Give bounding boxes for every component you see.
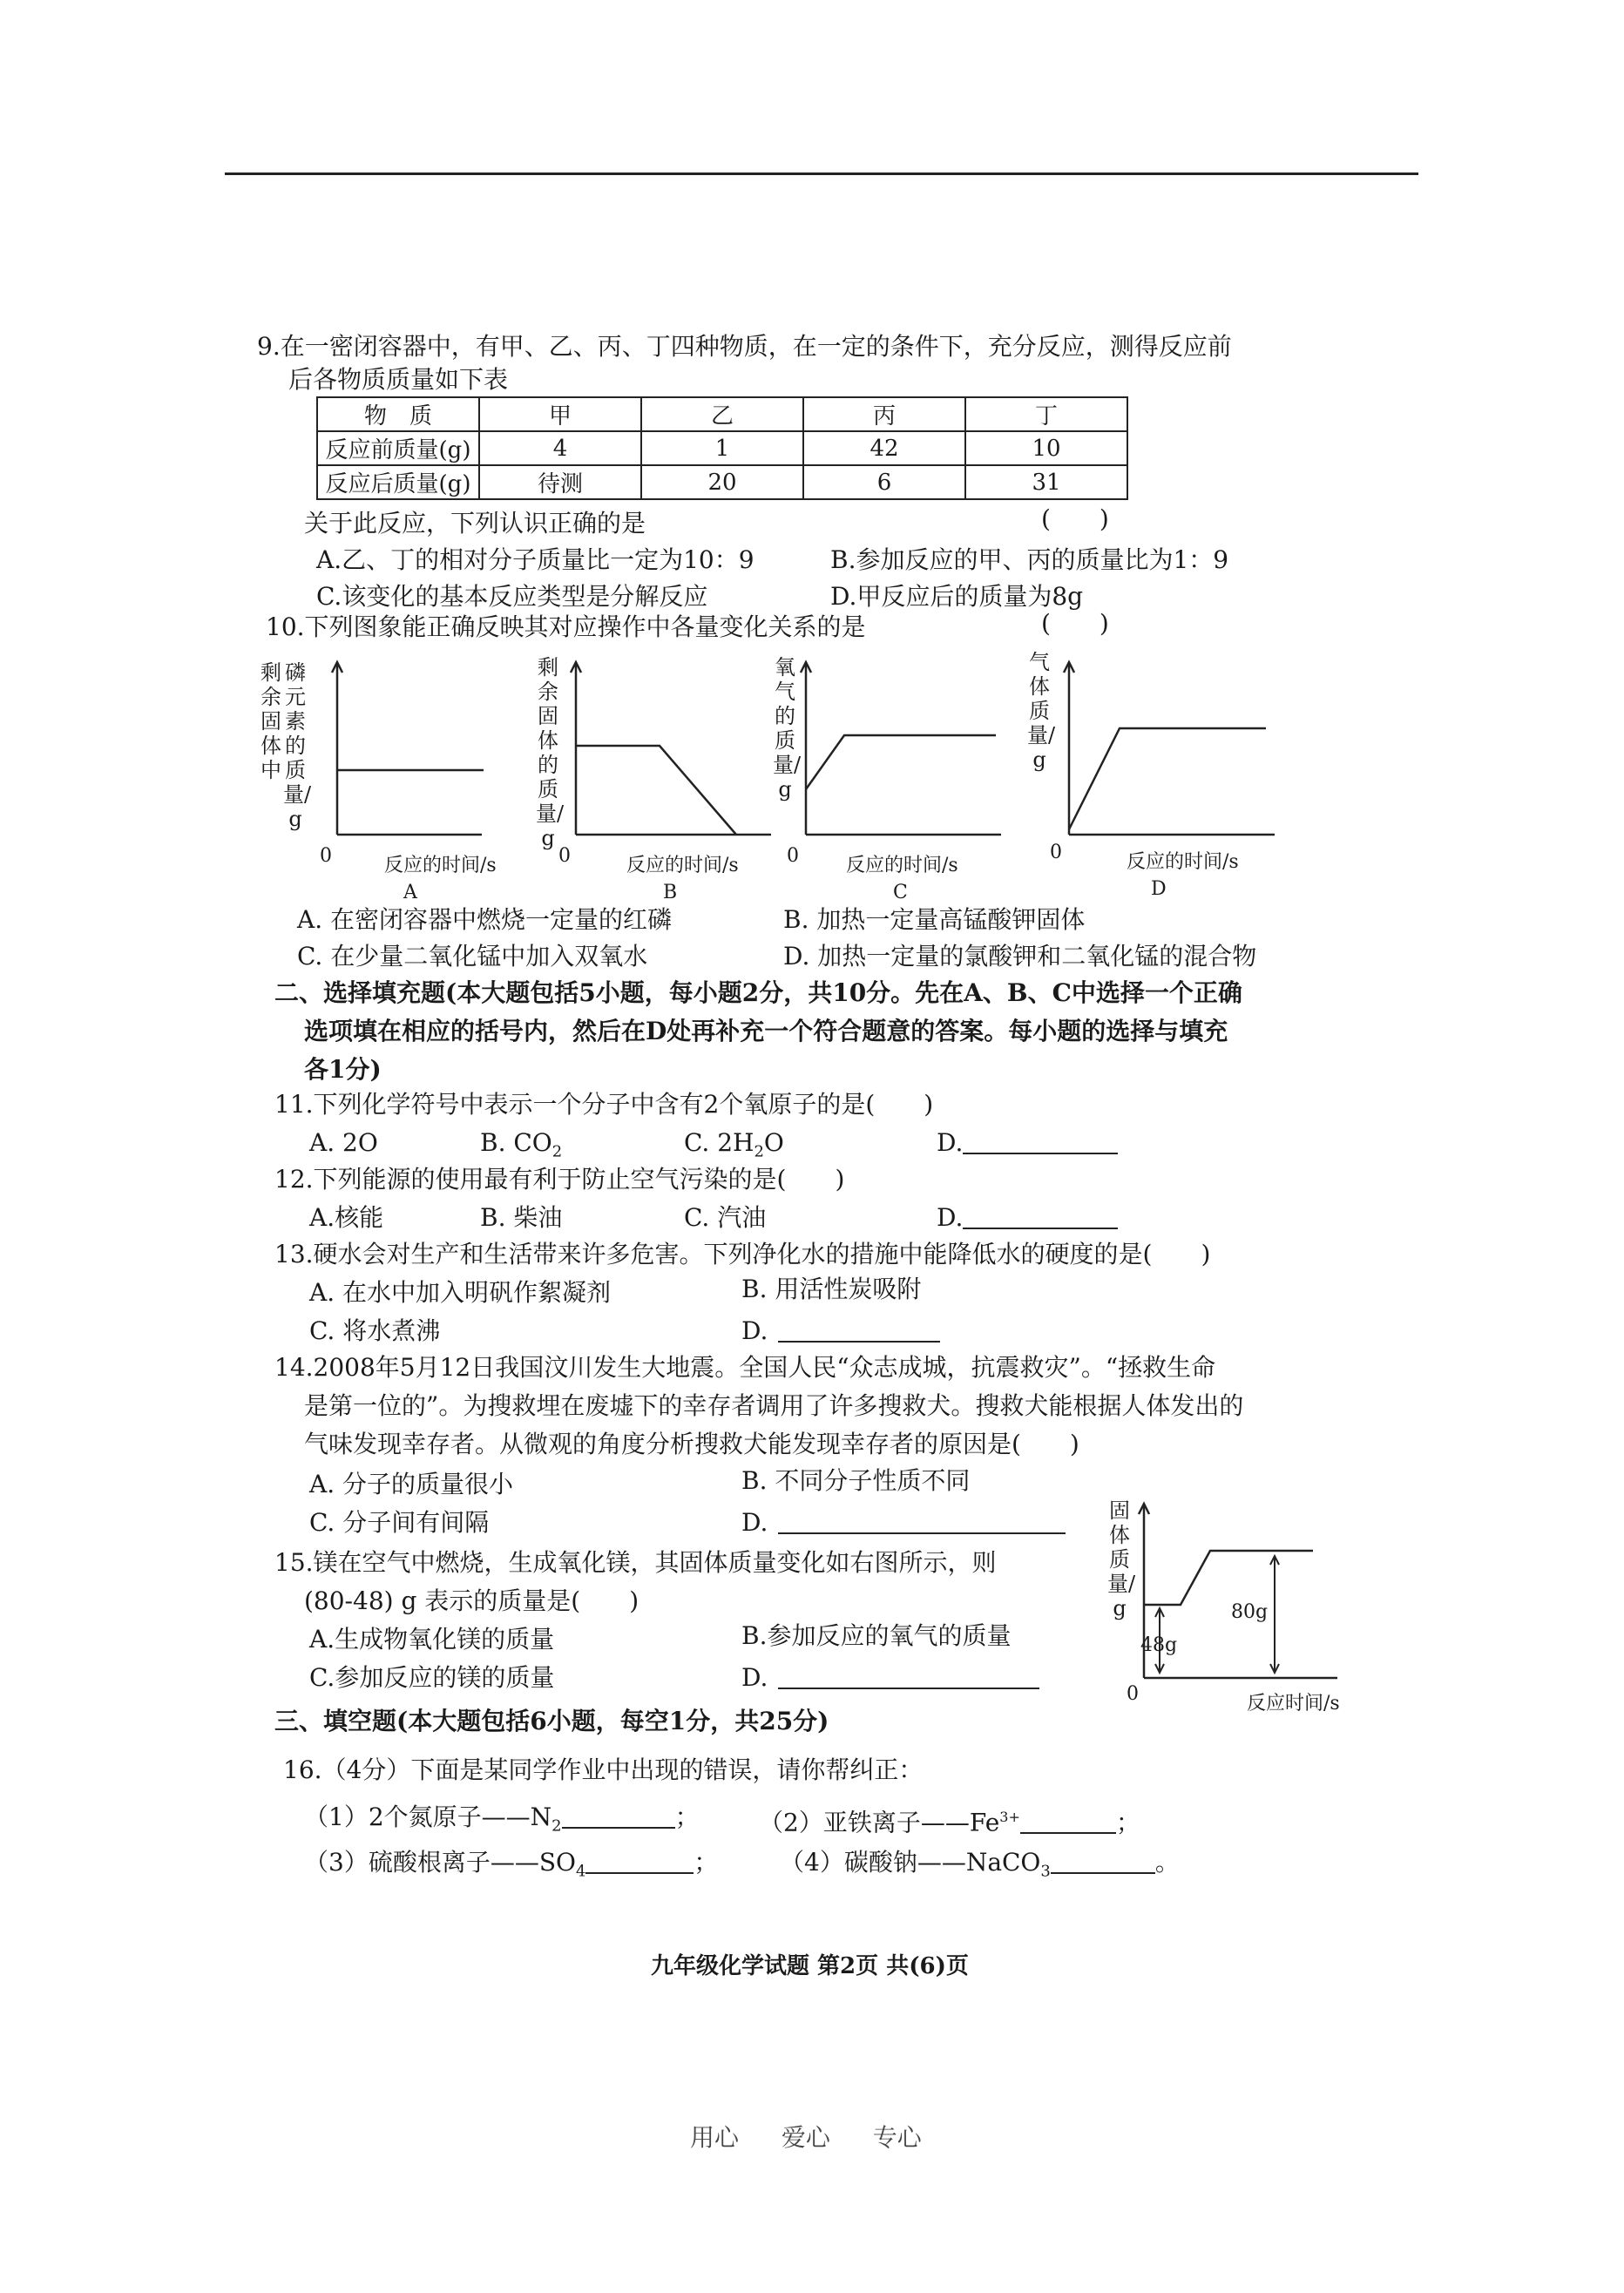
q9-line1: 9.在一密闭容器中，有甲、乙、丙、丁四种物质，在一定的条件下，充分反应，测得反应前 — [257, 332, 1232, 361]
q10-answer-paren: ( ) — [1041, 609, 1109, 638]
answer-blank[interactable] — [778, 1508, 1066, 1534]
graph-d-origin: 0 — [1050, 842, 1062, 863]
q14-option-c: C. 分子间有间隔 — [309, 1508, 490, 1537]
q16-item-1: （1）2个氮原子$——N_2$ ； — [304, 1803, 700, 1836]
graph-b-letter: B — [663, 882, 678, 903]
graph-a-ylabel-2: 磷元素的质量/g — [283, 660, 312, 831]
q9-mass-table — [316, 396, 1128, 500]
graph-b-origin: 0 — [558, 845, 571, 867]
q15-graph — [1107, 1498, 1360, 1716]
q12-option-a: A.核能 — [309, 1203, 384, 1232]
q15-graph-ylabel: 固体质量/g — [1107, 1498, 1136, 1620]
q14-line2: 是第一位的”。为搜救埋在废墟下的幸存者调用了许多搜救犬。搜救犬能根据人体发出的 — [304, 1391, 1244, 1420]
graph-b-plot — [536, 655, 802, 882]
q13-option-d: D. — [741, 1316, 940, 1347]
q14-line3: 气味发现幸存者。从微观的角度分析搜救犬能发现幸存者的原因是( ) — [304, 1430, 1079, 1458]
table-cell: 丁 — [965, 397, 1127, 431]
table-header-row — [317, 397, 1127, 431]
table-cell: 待测 — [479, 465, 641, 499]
q15-option-c: C.参加反应的镁的质量 — [309, 1663, 555, 1692]
q16-stem: 16.（4分）下面是某同学作业中出现的错误，请你帮纠正： — [283, 1755, 924, 1784]
table-cell: 丙 — [803, 397, 965, 431]
q11-option-b: B. $CO_2$ — [480, 1128, 563, 1161]
graph-d-ylabel: 气体质量/g — [1027, 650, 1056, 772]
table-cell: 反应前质量(g) — [317, 431, 479, 465]
q15-graph-xlabel: 反应时间/s — [1247, 1693, 1340, 1715]
graph-d-letter: D — [1151, 878, 1167, 900]
q15-graph-origin: 0 — [1127, 1683, 1139, 1705]
q10-stem: 10.下列图象能正确反映其对应操作中各量变化关系的是 — [266, 612, 866, 641]
graph-c-ylabel: 氧气的质量/g — [773, 655, 802, 802]
answer-blank[interactable] — [1051, 1848, 1155, 1874]
graph-a-ylabel-1: 剩余固体中 — [261, 660, 281, 782]
table-cell: 31 — [965, 465, 1127, 499]
q14-option-d: D. — [741, 1507, 1066, 1539]
q9-option-d: D.甲反应后的质量为8g — [830, 582, 1084, 611]
answer-blank[interactable] — [562, 1803, 675, 1829]
q9-option-b: B.参加反应的甲、丙的质量比为1：9 — [830, 545, 1229, 574]
answer-blank[interactable] — [585, 1848, 694, 1874]
q12-stem: 12.下列能源的使用最有利于防止空气污染的是( ) — [274, 1165, 845, 1194]
q10-graph-b — [536, 655, 802, 903]
table-cell: 乙 — [641, 397, 803, 431]
table-cell: 物 质 — [317, 397, 479, 431]
graph-a-xlabel: 反应的时间/s — [384, 855, 497, 876]
q10-graph-a — [257, 655, 518, 903]
table-cell: 4 — [479, 431, 641, 465]
q16-item-2: （2）亚铁离子$——Fe^{3+}$ ； — [759, 1808, 1140, 1837]
q10-option-a: A. 在密闭容器中燃烧一定量的红磷 — [297, 905, 673, 934]
q10-option-b: B. 加热一定量高锰酸钾固体 — [783, 905, 1086, 934]
table-row — [317, 465, 1127, 499]
top-rule — [225, 172, 1418, 175]
q9-option-a: A.乙、丁的相对分子质量比一定为10：9 — [316, 545, 754, 574]
q16-item-3: （3）硫酸根离子$——SO_4$ ； — [304, 1848, 719, 1881]
q11-option-d: D. — [937, 1127, 1118, 1159]
q10-option-c: C. 在少量二氧化锰中加入双氧水 — [297, 942, 648, 971]
q9-option-c: C.该变化的基本反应类型是分解反应 — [316, 582, 708, 611]
q14-line1: 14.2008年5月12日我国汶川发生大地震。全国人民“众志成城，抗震救灾”。“拯救生命 — [274, 1353, 1216, 1382]
graph-a-plot — [257, 655, 518, 882]
graph-d-xlabel: 反应的时间/s — [1127, 851, 1239, 873]
q10-graph-d — [1022, 650, 1318, 900]
table-cell: 6 — [803, 465, 965, 499]
q9-stem: 关于此反应，下列认识正确的是 — [304, 509, 646, 538]
graph-c-xlabel: 反应的时间/s — [846, 855, 958, 876]
q13-option-b: B. 用活性炭吸附 — [741, 1275, 922, 1303]
q11-option-c: C. $2H_2O$ — [684, 1128, 784, 1161]
q13-option-c: C. 将水煮沸 — [309, 1316, 441, 1345]
q15-line2: (80-48) g 表示的质量是( ) — [304, 1586, 639, 1615]
q12-option-d: D. — [937, 1202, 1118, 1234]
table-cell: 1 — [641, 431, 803, 465]
answer-blank[interactable] — [778, 1663, 1039, 1689]
page-footer: 九年级化学试题 第2页 共(6)页 — [651, 1953, 969, 1979]
graph-a-origin: 0 — [320, 845, 332, 867]
answer-blank[interactable] — [963, 1128, 1118, 1154]
q11-option-a: A. 2O — [309, 1128, 378, 1157]
section3-title: 三、填空题(本大题包括6小题，每空1分，共25分) — [274, 1707, 829, 1735]
q15-option-b: B.参加反应的氧气的质量 — [741, 1621, 1012, 1650]
section2-line2: 选项填在相应的括号内，然后在D处再补充一个符合题意的答案。每小题的选择与填充 — [304, 1017, 1228, 1045]
answer-blank[interactable] — [1020, 1808, 1116, 1834]
section2-line3: 各1分) — [304, 1055, 382, 1084]
table-row — [317, 431, 1127, 465]
graph-a-letter: A — [403, 882, 417, 903]
q10-option-d: D. 加热一定量的氯酸钾和二氧化锰的混合物 — [783, 942, 1257, 971]
q15-graph-high-label: 80g — [1231, 1601, 1269, 1623]
graph-b-xlabel: 反应的时间/s — [626, 855, 739, 876]
q12-option-b: B. 柴油 — [480, 1203, 563, 1232]
table-cell: 反应后质量(g) — [317, 465, 479, 499]
q11-stem: 11.下列化学符号中表示一个分子中含有2个氧原子的是( ) — [274, 1090, 934, 1119]
section2-line1: 二、选择填充题(本大题包括5小题，每小题2分，共10分。先在A、B、C中选择一个正确 — [274, 978, 1242, 1007]
q9-line2: 后各物质质量如下表 — [288, 365, 509, 394]
q15-line1: 15.镁在空气中燃烧，生成氧化镁，其固体质量变化如右图所示，则 — [274, 1548, 997, 1577]
q15-option-d: D. — [741, 1662, 1039, 1694]
graph-b-ylabel: 剩余固体的质量/g — [536, 655, 565, 850]
answer-blank[interactable] — [963, 1203, 1118, 1229]
q15-graph-low-label: 48g — [1140, 1634, 1178, 1656]
table-cell: 甲 — [479, 397, 641, 431]
bottom-note: 用心 爱心 专心 — [690, 2123, 922, 2152]
q10-graph-c — [773, 655, 1034, 903]
q9-answer-paren: ( ) — [1041, 504, 1109, 533]
q15-option-a: A.生成物氧化镁的质量 — [309, 1625, 555, 1654]
graph-c-plot — [773, 655, 1034, 882]
table-cell: 20 — [641, 465, 803, 499]
q13-stem: 13.硬水会对生产和生活带来许多危害。下列净化水的措施中能降低水的硬度的是( ) — [274, 1240, 1211, 1268]
q16-item-4: （4）碳酸钠——NaCO$_3$ 。 — [780, 1848, 1180, 1881]
table-cell: 42 — [803, 431, 965, 465]
answer-blank[interactable] — [778, 1316, 940, 1343]
table-cell: 10 — [965, 431, 1127, 465]
graph-c-origin: 0 — [787, 845, 799, 867]
graph-c-letter: C — [893, 882, 908, 903]
q12-option-c: C. 汽油 — [684, 1203, 767, 1232]
q14-option-b: B. 不同分子性质不同 — [741, 1466, 971, 1495]
q13-option-a: A. 在水中加入明矾作絮凝剂 — [309, 1278, 612, 1307]
q14-option-a: A. 分子的质量很小 — [309, 1470, 514, 1498]
